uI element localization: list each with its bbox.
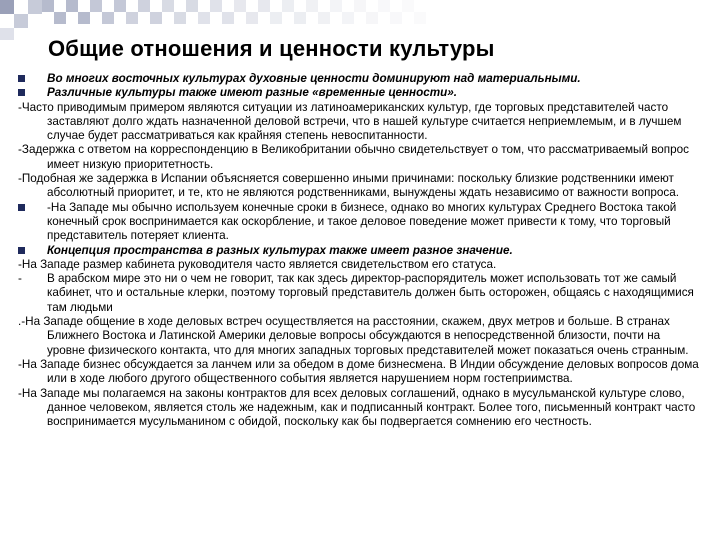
paragraph-3 [18,101,700,144]
paragraph-5 [18,172,700,201]
paragraph-text: В арабском мире это ни о чем не говорит, так как здесь директор-распорядитель может использовать тот же самый кабинет, что и остальные клерки, поэтому торговый представитель должен быть осторожен, общаясь с находящимися там людьми [47,272,694,314]
paragraph-text: -На Западе мы обычно используем конечные сроки в бизнесе, однако во многих культурах Среднего Востока такой конечный срок воспринимается как оскорбление, и такое деловое поведение может привести к тому, что торговый представитель потеряет клиента. [47,200,677,243]
paragraph-text: -Задержка с ответом на корреспонденцию в Великобритании обычно свидетельствует о том, что рассматриваемый вопрос имеет низкую приоритетность. [18,143,689,171]
paragraph-text: -На Западе размер кабинета руководителя часто является свидетельством его статуса. [18,257,497,271]
checker-bar [0,0,720,40]
paragraph-7 [18,244,700,258]
header-decoration [0,0,720,40]
paragraph-6 [18,201,700,244]
paragraph-text: -На Западе мы полагаемся на законы контрактов для всех деловых соглашений, однако в мусульманской культуре слово, данное человеком, является столь же надежным, как и подписанный контракт. Более того, письменный контракт часто воспринимается мусульманином с обидой, поскольку как бы подвергается сомнению его честность. [18,386,696,429]
paragraph-text: -Подобная же задержка в Испании объясняется совершенно иными причинами: поскольку близкие родственники имеют абсолютный приоритет, и те, кто не являются родственниками, вынуждены ждать независимо от важности вопроса. [18,172,679,200]
paragraph-12 [18,387,700,430]
paragraph-10 [18,315,700,358]
paragraph-8 [18,258,700,272]
paragraph-text: -На Западе бизнес обсуждается за ланчем или за обедом в доме бизнесмена. В Индии обсуждение деловых вопросов дома или в ходе любого другого общественного события является нарушением норм гостеприимства. [18,357,699,386]
dash-prefix: - [18,272,22,286]
bullet-square-icon [18,247,25,254]
bullet-square-icon [18,204,25,211]
paragraph-4 [18,143,700,172]
bullet-square-icon [18,89,25,96]
paragraph-1 [18,72,700,86]
paragraph-9 [18,272,700,315]
paragraph-11 [18,358,700,387]
slide-body [18,72,700,429]
paragraph-2 [18,86,700,100]
paragraph-text: .-На Западе общение в ходе деловых встреч осуществляется на расстоянии, скажем, двух метров и больше. В странах Ближнего Востока и Латинской Америки деловые вопросы обсуждаются в непосредственной близости, почти на уровне физического контакта, что для многих западных торговых представителей может показаться очень странным. [18,315,689,357]
paragraph-text: Концепция пространства в разных культурах также имеет разное значение. [47,243,513,257]
slide-title: Общие отношения и ценности культуры [48,36,495,61]
bullet-square-icon [18,75,25,82]
paragraph-text: Во многих восточных культурах духовные ценности доминируют над материальными. [47,72,581,85]
paragraph-text: -Часто приводимым примером являются ситуации из латиноамериканских культур, где торговых представителей часто заставляют долго ждать назначенной деловой встречи, что в нашей культуре считается неприемлемым, и в лучшем случае будет рассматриваться как крайняя степень невоспитанности. [18,100,682,143]
paragraph-text: Различные культуры также имеют разные «временные ценности». [47,86,457,100]
